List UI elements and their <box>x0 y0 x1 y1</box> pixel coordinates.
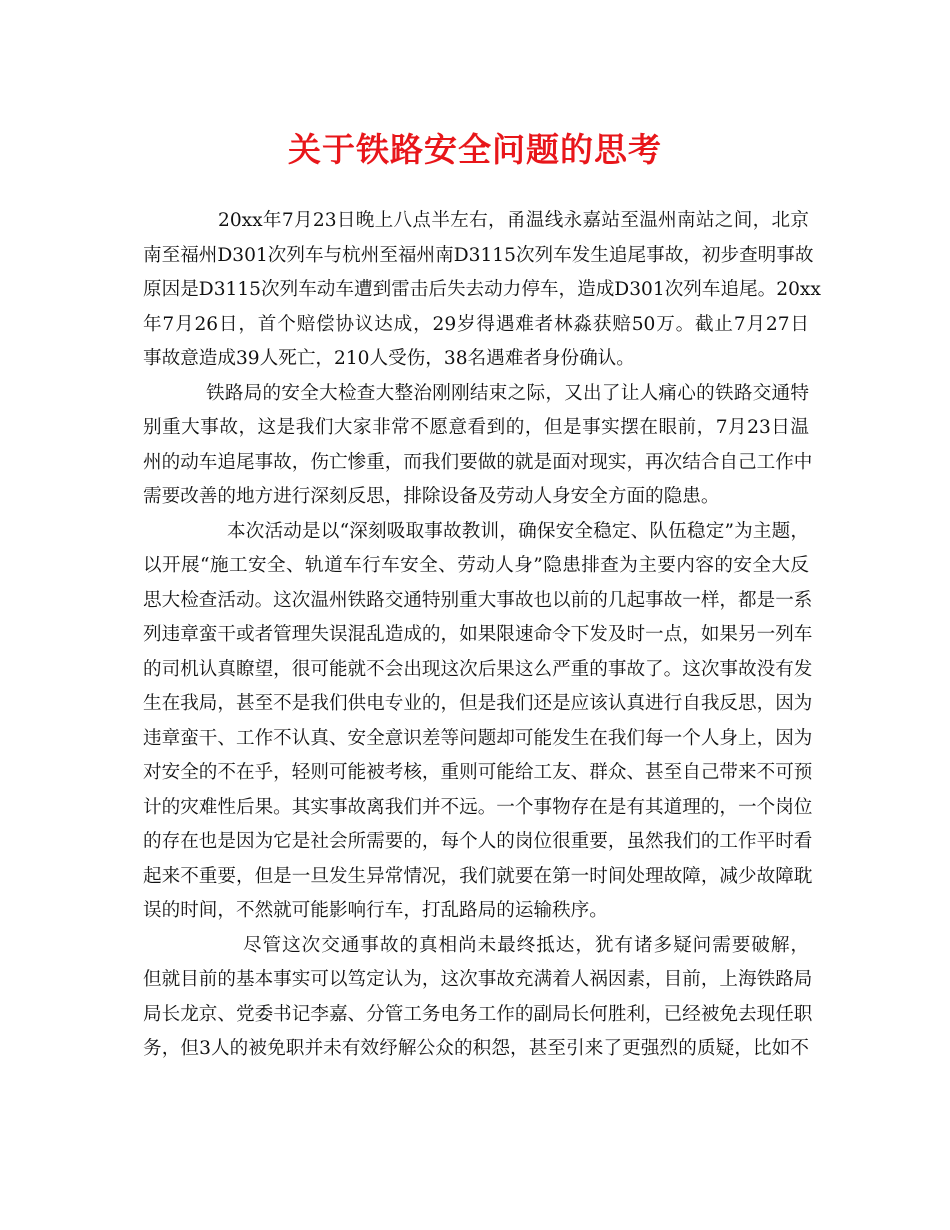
paragraph-line: 事故意造成39人死亡，210人受伤，38名遇难者身份确认。 <box>143 348 635 369</box>
paragraph-line: 思大检查活动。这次温州铁路交通特别重大事故也以前的几起事故一样，都是一系 <box>143 589 813 611</box>
paragraph-line: 的存在也是因为它是社会所需要的，每个人的岗位很重要，虽然我们的工作平时看 <box>143 831 813 852</box>
paragraph-line: 别重大事故，这是我们大家非常不愿意看到的，但是事实摆在眼前，7月23日温 <box>143 417 809 438</box>
paragraph-line: 列违章蛮干或者管理失误混乱造成的，如果限速命令下发及时一点，如果另一列车 <box>143 624 813 645</box>
paragraph-line: 误的时间，不然就可能影响行车，打乱路局的运输秩序。 <box>143 900 608 921</box>
paragraph-line: 务，但3人的被免职并未有效纾解公众的积怨，甚至引来了更强烈的质疑，比如不 <box>143 1038 809 1059</box>
paragraph-line: 需要改善的地方进行深刻反思，排除设备及劳动人身安全方面的隐患。 <box>143 486 720 507</box>
document-title: 关于铁路安全问题的思考 <box>288 130 662 169</box>
paragraph-line: 州的动车追尾事故，伤亡惨重，而我们要做的就是面对现实，再次结合自己工作中 <box>143 451 813 473</box>
paragraph-line: 计的灾难性后果。其实事故离我们并不远。一个事物存在是有其道理的，一个岗位 <box>143 796 813 818</box>
paragraph-line: 南至福州D301次列车与杭州至福州南D3115次列车发生追尾事故，初步查明事故 <box>143 244 814 266</box>
paragraph-line: 以开展“施工安全、轨道车行车安全、劳动人身”隐患排查为主要内容的安全大反 <box>143 555 809 576</box>
paragraph-3 <box>143 515 813 929</box>
paragraph-line: 违章蛮干、工作不认真、安全意识差等问题却可能发生在我们每一个人身上，因为 <box>143 727 813 749</box>
paragraph-4 <box>143 929 813 1067</box>
paragraph-line: 原因是D3115次列车动车遭到雷击后失去动力停车，造成D301次列车追尾。20xx <box>143 279 821 300</box>
paragraph-1 <box>143 204 821 377</box>
paragraph-2 <box>143 377 813 515</box>
paragraph-line: 但就目前的基本事实可以笃定认为，这次事故充满着人祸因素，目前，上海铁路局 <box>143 969 813 990</box>
paragraph-line: 的司机认真瞭望，很可能就不会出现这次后果这么严重的事故了。这次事故没有发 <box>143 658 813 680</box>
paragraph-line: 尽管这次交通事故的真相尚未最终抵达，犹有诸多疑问需要破解， <box>243 934 809 956</box>
paragraph-line: 年7月26日，首个赔偿协议达成，29岁得遇难者林淼获赔50万。截止7月27日 <box>143 313 809 335</box>
paragraph-line: 本次活动是以“深刻吸取事故教训，确保安全稳定、队伍稳定”为主题， <box>227 520 809 542</box>
paragraph-line: 铁路局的安全大检查大整治刚刚结束之际，又出了让人痛心的铁路交通特 <box>206 382 809 404</box>
paragraph-line: 局长龙京、党委书记李嘉、分管工务电务工作的副局长何胜利，已经被免去现任职 <box>143 1003 813 1025</box>
paragraph-line: 生在我局，甚至不是我们供电专业的，但是我们还是应该认真进行自我反思，因为 <box>143 693 813 714</box>
paragraph-line: 对安全的不在乎，轻则可能被考核，重则可能给工友、群众、甚至自己带来不可预 <box>143 762 813 783</box>
paragraph-line: 20xx年7月23日晚上八点半左右，甬温线永嘉站至温州南站之间，北京 <box>218 210 809 231</box>
document-body <box>143 204 821 1067</box>
paragraph-line: 起来不重要，但是一旦发生异常情况，我们就要在第一时间处理故障，减少故障耽 <box>143 865 813 887</box>
